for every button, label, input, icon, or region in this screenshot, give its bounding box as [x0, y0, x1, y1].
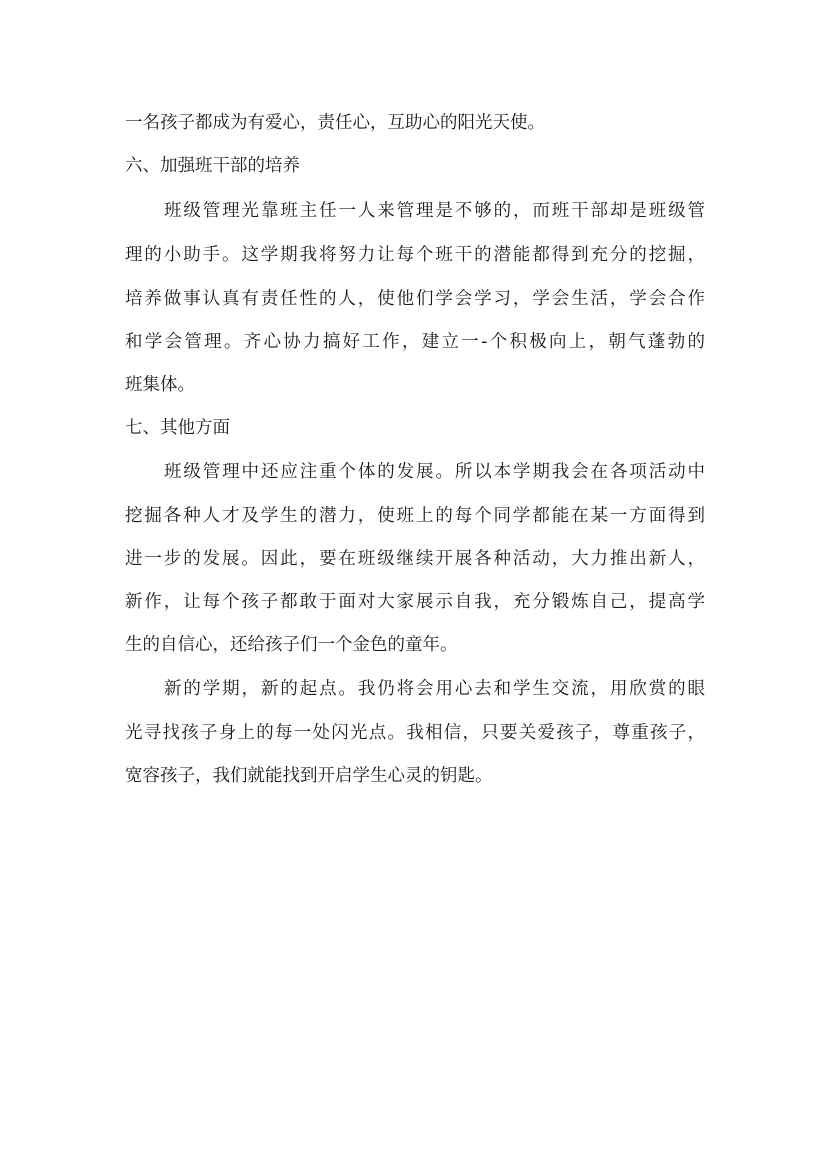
section-6-heading: 六、加强班干部的培养 — [125, 156, 300, 176]
paragraph-line: 新的学期，新的起点。我仍将会用心去和学生交流，用欣赏的眼 — [164, 679, 705, 699]
intro-line: 一名孩子都成为有爱心，责任心，互助心的阳光天使。 — [125, 113, 545, 133]
paragraph-line: 班级管理光靠班主任一人来管理是不够的，而班干部却是班级管 — [164, 201, 705, 221]
paragraph-line: 班集体。 — [125, 375, 195, 395]
paragraph-line: 班级管理中还应注重个体的发展。所以本学期我会在各项活动中 — [164, 462, 705, 482]
paragraph-line: 和学会管理。齐心协力搞好工作，建立一-个积极向上，朝气蓬勃的 — [125, 332, 705, 352]
paragraph-line: 宽容孩子，我们就能找到开启学生心灵的钥匙。 — [125, 766, 493, 786]
paragraph-line: 培养做事认真有责任性的人，使他们学会学习，学会生活，学会合作 — [125, 289, 705, 309]
paragraph-line: 进一步的发展。因此，要在班级继续开展各种活动，大力推出新人， — [125, 549, 705, 569]
paragraph-line: 光寻找孩子身上的每一处闪光点。我相信，只要关爱孩子，尊重孩子， — [125, 723, 705, 743]
paragraph-line: 理的小助手。这学期我将努力让每个班干的潜能都得到充分的挖掘， — [125, 245, 705, 265]
section-7-heading: 七、其他方面 — [125, 418, 230, 438]
paragraph-line: 生的自信心，还给孩子们一个金色的童年。 — [125, 635, 458, 655]
paragraph-line: 新作，让每个孩子都敢于面对大家展示自我，充分锻炼自己，提高学 — [125, 592, 705, 612]
paragraph-line: 挖掘各种人才及学生的潜力，使班上的每个同学都能在某一方面得到 — [125, 506, 705, 526]
